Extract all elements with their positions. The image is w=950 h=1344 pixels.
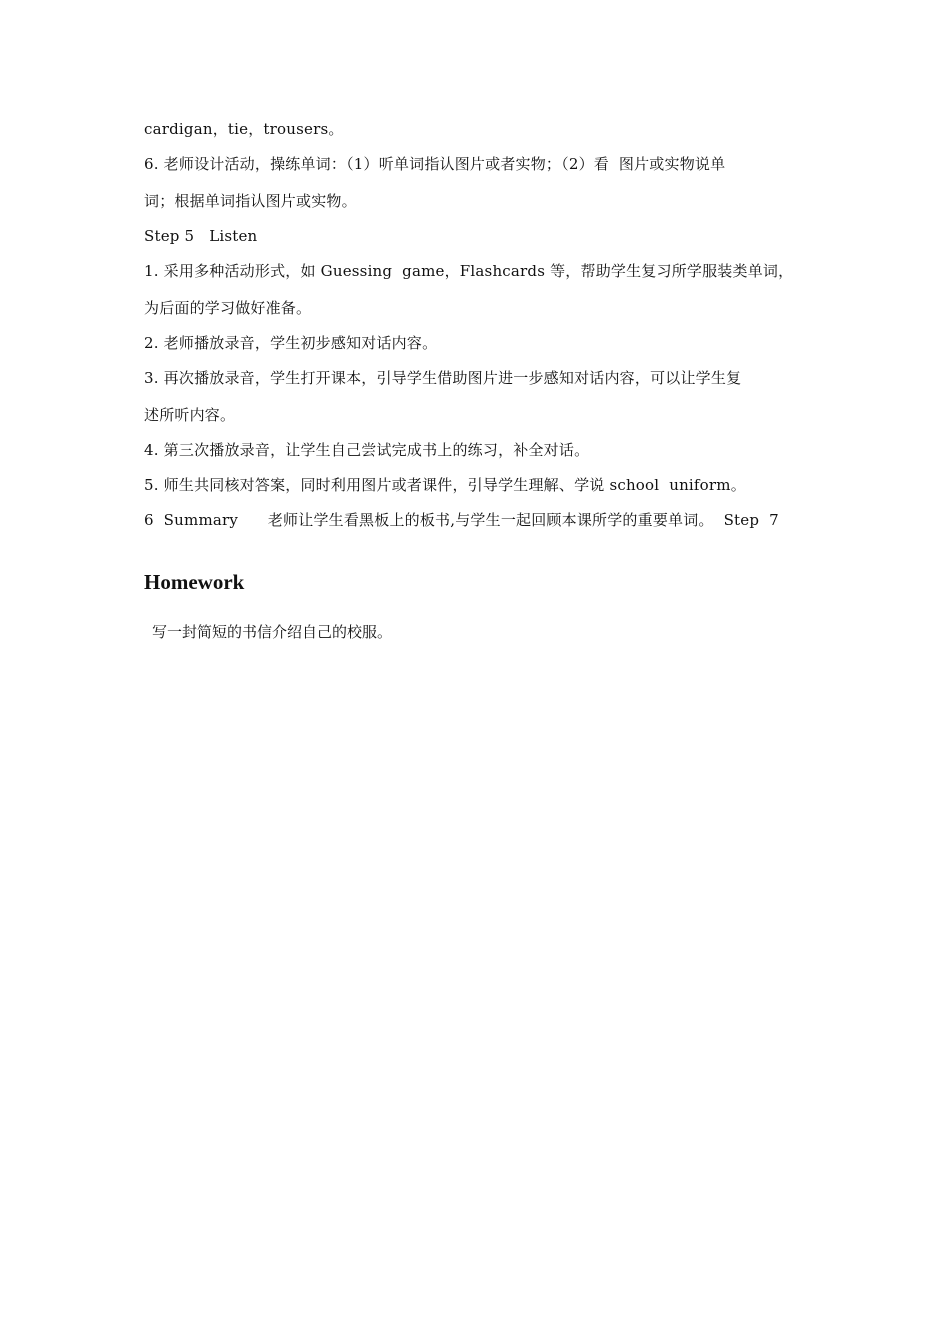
text-line: 2. 老师播放录音，学生初步感知对话内容。 [144,334,438,352]
text-line: 1. 采用多种活动形式，如 Guessing game，Flashcards 等，帮助学生复习所学服装类单词， [144,262,794,280]
homework-text: 写一封简短的书信介绍自己的校服。 [152,623,393,641]
step-heading: Step 5 Listen [144,227,258,245]
text-line: 3. 再次播放录音，学生打开课本，引导学生借助图片进一步感知对话内容，可以让学生复 [144,369,742,387]
text-line: 6. 老师设计活动，操练单词：（1）听单词指认图片或者实物；（2）看 图片或实物说单 [144,155,726,173]
text-line: 6 Summary 老师让学生看黑板上的板书,与学生一起回顾本课所学的重要单词。 Step 7 [144,511,779,529]
text-line: 为后面的学习做好准备。 [144,299,312,317]
text-line: 述所听内容。 [144,406,236,424]
text-line: 词；根据单词指认图片或实物。 [144,192,357,210]
text-line: 5. 师生共同核对答案，同时利用图片或者课件，引导学生理解、学说 school uniform。 [144,476,746,494]
text-line: cardigan，tie，trousers。 [144,120,344,138]
homework-heading: Homework [144,570,245,594]
text-line: 4. 第三次播放录音，让学生自己尝试完成书上的练习，补全对话。 [144,441,590,459]
